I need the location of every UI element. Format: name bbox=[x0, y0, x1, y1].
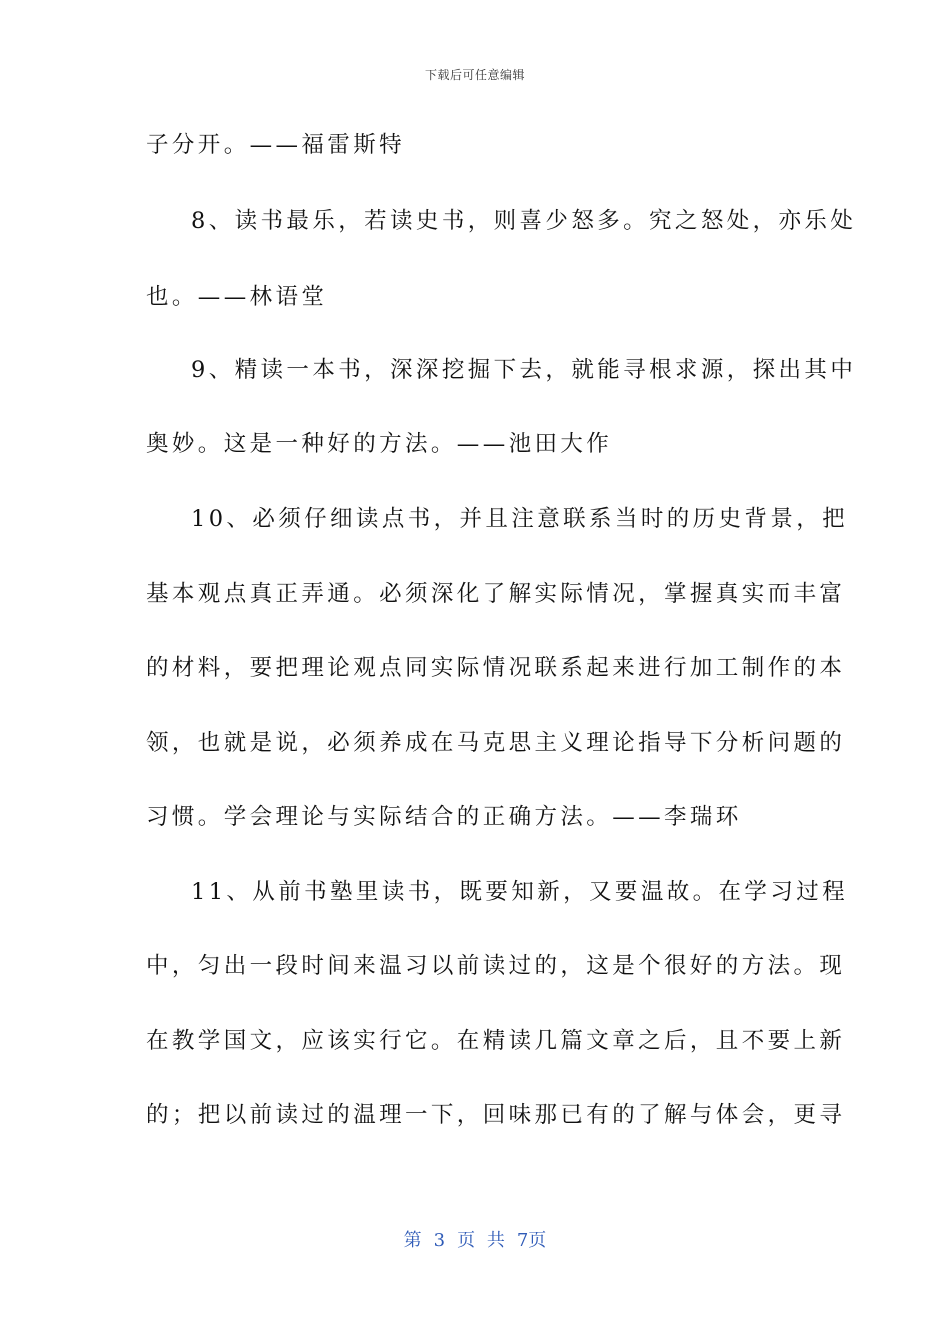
text-line: 的；把以前读过的温理一下，回味那已有的了解与体会，更寻 bbox=[146, 1102, 846, 1128]
text-line: 在教学国文，应该实行它。在精读几篇文章之后，且不要上新 bbox=[146, 1028, 846, 1054]
text-line: 9、精读一本书，深深挖掘下去，就能寻根求源，探出其中 bbox=[191, 357, 857, 383]
text-line: 子分开。——福雷斯特 bbox=[146, 132, 406, 158]
footer-total: 7页 bbox=[516, 1230, 547, 1251]
text-line: 习惯。学会理论与实际结合的正确方法。——李瑞环 bbox=[146, 804, 742, 830]
text-line: 11、从前书塾里读书，既要知新，又要温故。在学习过程 bbox=[191, 879, 849, 905]
text-line: 中，匀出一段时间来温习以前读过的，这是个很好的方法。现 bbox=[146, 953, 846, 979]
text-line: 的材料，要把理论观点同实际情况联系起来进行加工制作的本 bbox=[146, 655, 846, 681]
page-footer bbox=[0, 1226, 950, 1252]
text-line: 基本观点真正弄通。必须深化了解实际情况，掌握真实而丰富 bbox=[146, 581, 846, 607]
page-header-note: 下载后可任意编辑 bbox=[424, 68, 525, 82]
footer-page-number: 3 bbox=[433, 1230, 446, 1251]
footer-prefix: 第 bbox=[403, 1230, 422, 1251]
text-line: 也。——林语堂 bbox=[146, 284, 328, 310]
text-line: 10、必须仔细读点书，并且注意联系当时的历史背景，把 bbox=[191, 506, 849, 532]
text-line: 奥妙。这是一种好的方法。——池田大作 bbox=[146, 431, 613, 457]
text-line: 领，也就是说，必须养成在马克思主义理论指导下分析问题的 bbox=[146, 730, 846, 756]
text-line: 8、读书最乐，若读史书，则喜少怒多。究之怒处，亦乐处 bbox=[191, 208, 857, 234]
footer-middle: 页 共 bbox=[457, 1230, 505, 1251]
